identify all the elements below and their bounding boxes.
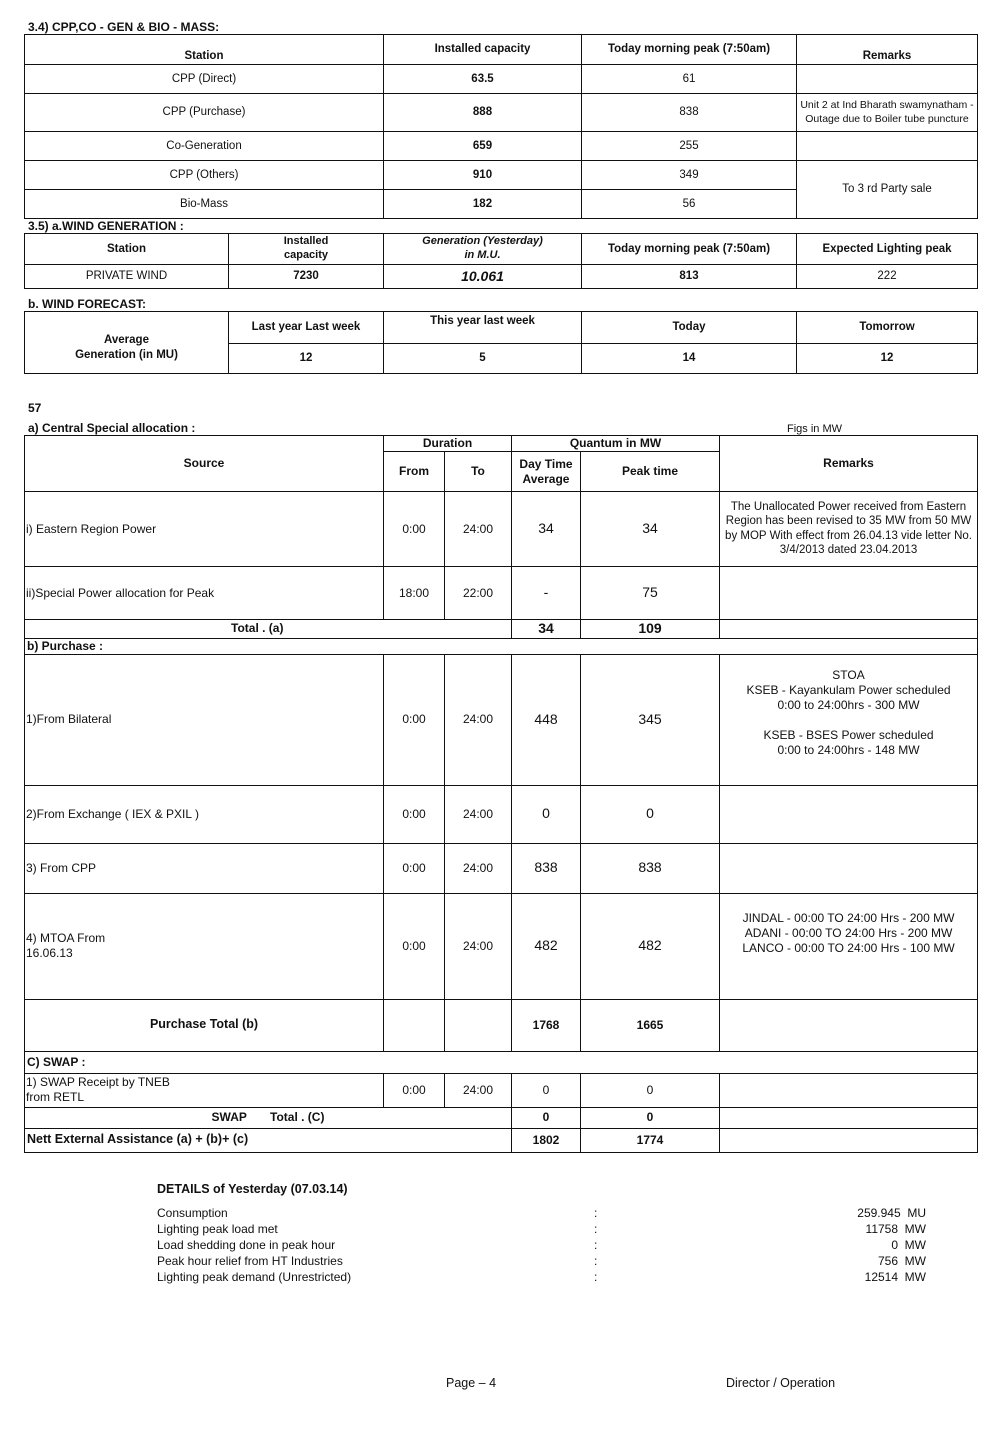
from-cell: 0:00: [384, 1073, 445, 1107]
nett-avg: 1802: [512, 1128, 581, 1152]
peak-cell: 838: [581, 843, 720, 893]
col-morning-peak: Today morning peak (7:50am): [582, 234, 797, 265]
forecast-value: 12: [797, 344, 978, 374]
section-3-5-heading: 3.5) a.WIND GENERATION :: [28, 219, 184, 233]
detail-label: Load shedding done in peak hour: [157, 1238, 336, 1252]
station-cell: PRIVATE WIND: [25, 265, 229, 289]
empty-cell: [720, 1128, 978, 1152]
table-row: [25, 785, 978, 843]
station-cell: CPP (Direct): [25, 65, 384, 94]
station-cell: Co-Generation: [25, 132, 384, 161]
col-morning-peak: Today morning peak (7:50am): [582, 35, 797, 65]
station-cell: Bio-Mass: [25, 190, 384, 219]
from-cell: 18:00: [384, 567, 445, 620]
peak-cell: 482: [581, 893, 720, 999]
capacity-cell: 659: [384, 132, 582, 161]
remarks-cell: JINDAL - 00:00 TO 24:00 Hrs - 200 MW ADANI - 00:00 TO 24:00 Hrs - 200 MW LANCO - 00:00 TO 24:00 Hrs - 100 MW: [720, 893, 978, 999]
table-row: [25, 567, 978, 620]
allocation-table: [24, 435, 978, 1153]
col-last-year-last-week: Last year Last week: [229, 312, 384, 344]
remarks-cell: Unit 2 at Ind Bharath swamynatham - Outage due to Boiler tube puncture: [797, 94, 978, 132]
signatory: Director / Operation: [726, 1376, 836, 1390]
col-installed-capacity: Installed capacity: [384, 35, 582, 65]
col-station: Station: [25, 35, 384, 65]
empty-cell: [720, 999, 978, 1051]
expected-cell: 222: [797, 265, 978, 289]
remarks-cell: [720, 567, 978, 620]
col-today: Today: [582, 312, 797, 344]
from-cell: 0:00: [384, 492, 445, 567]
avg-cell: 0: [512, 1073, 581, 1107]
remarks-cell: STOA KSEB - Kayankulam Power scheduled 0:00 to 24:00hrs - 300 MW KSEB - BSES Power scheduled 0:00 to 24:00hrs - 148 MW: [720, 654, 978, 785]
swap-total-row: [25, 1107, 978, 1128]
detail-separator: :: [594, 1270, 598, 1284]
peak-cell: 61: [582, 65, 797, 94]
nett-assistance-row: [25, 1128, 978, 1152]
section-3-4-heading: 3.4) CPP,CO - GEN & BIO - MASS:: [28, 20, 220, 34]
capacity-cell: 7230: [229, 265, 384, 289]
forecast-value: 5: [384, 344, 582, 374]
col-peak-time: Peak time: [581, 452, 720, 492]
cpp-table: [24, 34, 978, 219]
detail-separator: :: [594, 1206, 598, 1220]
total-a-row: [25, 620, 978, 639]
col-quantum: Quantum in MW: [512, 436, 720, 452]
empty-cell: [445, 999, 512, 1051]
source-cell: 2)From Exchange ( IEX & PXIL ): [25, 785, 384, 843]
capacity-cell: 910: [384, 161, 582, 190]
central-allocation-heading: a) Central Special allocation :: [28, 421, 196, 435]
from-cell: 0:00: [384, 843, 445, 893]
purchase-total-peak: 1665: [581, 999, 720, 1051]
capacity-cell: 888: [384, 94, 582, 132]
col-to: To: [445, 452, 512, 492]
col-expected-lighting-peak: Expected Lighting peak: [797, 234, 978, 265]
remarks-cell: [720, 785, 978, 843]
detail-value: 756 MW: [877, 1254, 926, 1268]
to-cell: 24:00: [445, 893, 512, 999]
from-cell: 0:00: [384, 654, 445, 785]
from-cell: 0:00: [384, 785, 445, 843]
table-row: [25, 654, 978, 785]
avg-cell: 482: [512, 893, 581, 999]
swap-total-label: SWAP Total . (C): [25, 1107, 512, 1128]
source-cell: 1)From Bilateral: [25, 654, 384, 785]
details-heading: DETAILS of Yesterday (07.03.14): [157, 1182, 348, 1196]
peak-cell: 255: [582, 132, 797, 161]
table-row: [25, 65, 978, 94]
purchase-heading: b) Purchase :: [25, 638, 978, 654]
to-cell: 24:00: [445, 1073, 512, 1107]
forecast-value: 14: [582, 344, 797, 374]
wind-forecast-table: [24, 311, 978, 374]
to-cell: 24:00: [445, 785, 512, 843]
source-cell: 4) MTOA From 16.06.13: [25, 893, 384, 999]
page-label: 57: [28, 401, 42, 415]
page-number: Page – 4: [446, 1376, 497, 1390]
figs-note: Figs in MW: [787, 423, 842, 435]
detail-separator: :: [594, 1222, 598, 1236]
capacity-cell: 182: [384, 190, 582, 219]
wind-forecast-heading: b. WIND FORECAST:: [28, 297, 146, 311]
table-row: [25, 132, 978, 161]
empty-cell: [720, 620, 978, 639]
detail-value: 12514 MW: [864, 1270, 926, 1284]
generation-cell: 10.061: [384, 265, 582, 289]
from-cell: 0:00: [384, 893, 445, 999]
detail-label: Peak hour relief from HT Industries: [157, 1254, 343, 1268]
avg-cell: 0: [512, 785, 581, 843]
source-cell: 3) From CPP: [25, 843, 384, 893]
swap-heading: C) SWAP :: [25, 1051, 978, 1073]
avg-cell: 34: [512, 492, 581, 567]
purchase-total-avg: 1768: [512, 999, 581, 1051]
capacity-cell: 63.5: [384, 65, 582, 94]
wind-generation-table: [24, 233, 978, 289]
swap-total-avg: 0: [512, 1107, 581, 1128]
total-a-label: Total . (a): [25, 620, 512, 639]
remarks-cell: To 3 rd Party sale: [797, 161, 978, 219]
detail-label: Lighting peak load met: [157, 1222, 278, 1236]
source-cell: i) Eastern Region Power: [25, 492, 384, 567]
to-cell: 24:00: [445, 843, 512, 893]
col-day-time-average: Day Time Average: [512, 452, 581, 492]
source-cell: ii)Special Power allocation for Peak: [25, 567, 384, 620]
col-remarks: Remarks: [720, 436, 978, 492]
remarks-cell: [797, 65, 978, 94]
peak-cell: 56: [582, 190, 797, 219]
col-duration: Duration: [384, 436, 512, 452]
remarks-cell: The Unallocated Power received from Eastern Region has been revised to 35 MW from 50 MW by MOP With effect from 26.04.13 vide letter No. 3/4/2013 dated 23.04.2013: [720, 492, 978, 567]
remarks-cell: [797, 132, 978, 161]
peak-cell: 349: [582, 161, 797, 190]
nett-label: Nett External Assistance (a) + (b)+ (c): [25, 1128, 512, 1152]
remarks-cell: [720, 843, 978, 893]
peak-cell: 75: [581, 567, 720, 620]
table-row: [25, 161, 978, 190]
total-a-peak: 109: [581, 620, 720, 639]
to-cell: 22:00: [445, 567, 512, 620]
peak-cell: 838: [582, 94, 797, 132]
avg-cell: 838: [512, 843, 581, 893]
peak-cell: 34: [581, 492, 720, 567]
detail-separator: :: [594, 1238, 598, 1252]
average-generation-label: Average Generation (in MU): [25, 312, 229, 374]
peak-cell: 0: [581, 1073, 720, 1107]
detail-label: Consumption: [157, 1206, 228, 1220]
purchase-total-row: [25, 999, 978, 1051]
table-row: [25, 265, 978, 289]
table-row: [25, 1073, 978, 1107]
peak-cell: 345: [581, 654, 720, 785]
remarks-cell: [720, 1073, 978, 1107]
peak-cell: 813: [582, 265, 797, 289]
swap-total-peak: 0: [581, 1107, 720, 1128]
forecast-value: 12: [229, 344, 384, 374]
detail-label: Lighting peak demand (Unrestricted): [157, 1270, 352, 1284]
detail-value: 0 MW: [891, 1238, 926, 1252]
empty-cell: [720, 1107, 978, 1128]
col-installed-capacity: Installed capacity: [229, 234, 384, 265]
table-row: [25, 492, 978, 567]
station-cell: CPP (Others): [25, 161, 384, 190]
purchase-total-label: Purchase Total (b): [25, 999, 384, 1051]
nett-peak: 1774: [581, 1128, 720, 1152]
col-source: Source: [25, 436, 384, 492]
avg-cell: -: [512, 567, 581, 620]
col-tomorrow: Tomorrow: [797, 312, 978, 344]
to-cell: 24:00: [445, 654, 512, 785]
col-from: From: [384, 452, 445, 492]
to-cell: 24:00: [445, 492, 512, 567]
source-cell: 1) SWAP Receipt by TNEB from RETL: [25, 1073, 384, 1107]
detail-separator: :: [594, 1254, 598, 1268]
table-row: [25, 843, 978, 893]
col-station: Station: [25, 234, 229, 265]
col-generation-yesterday: Generation (Yesterday) in M.U.: [384, 234, 582, 265]
col-this-year-last-week: This year last week: [384, 312, 582, 344]
station-cell: CPP (Purchase): [25, 94, 384, 132]
table-row: [25, 893, 978, 999]
peak-cell: 0: [581, 785, 720, 843]
col-remarks: Remarks: [797, 35, 978, 65]
avg-cell: 448: [512, 654, 581, 785]
detail-value: 11758 MW: [865, 1222, 926, 1236]
total-a-avg: 34: [512, 620, 581, 639]
detail-value: 259.945 MU: [857, 1206, 926, 1220]
table-row: [25, 94, 978, 132]
empty-cell: [384, 999, 445, 1051]
